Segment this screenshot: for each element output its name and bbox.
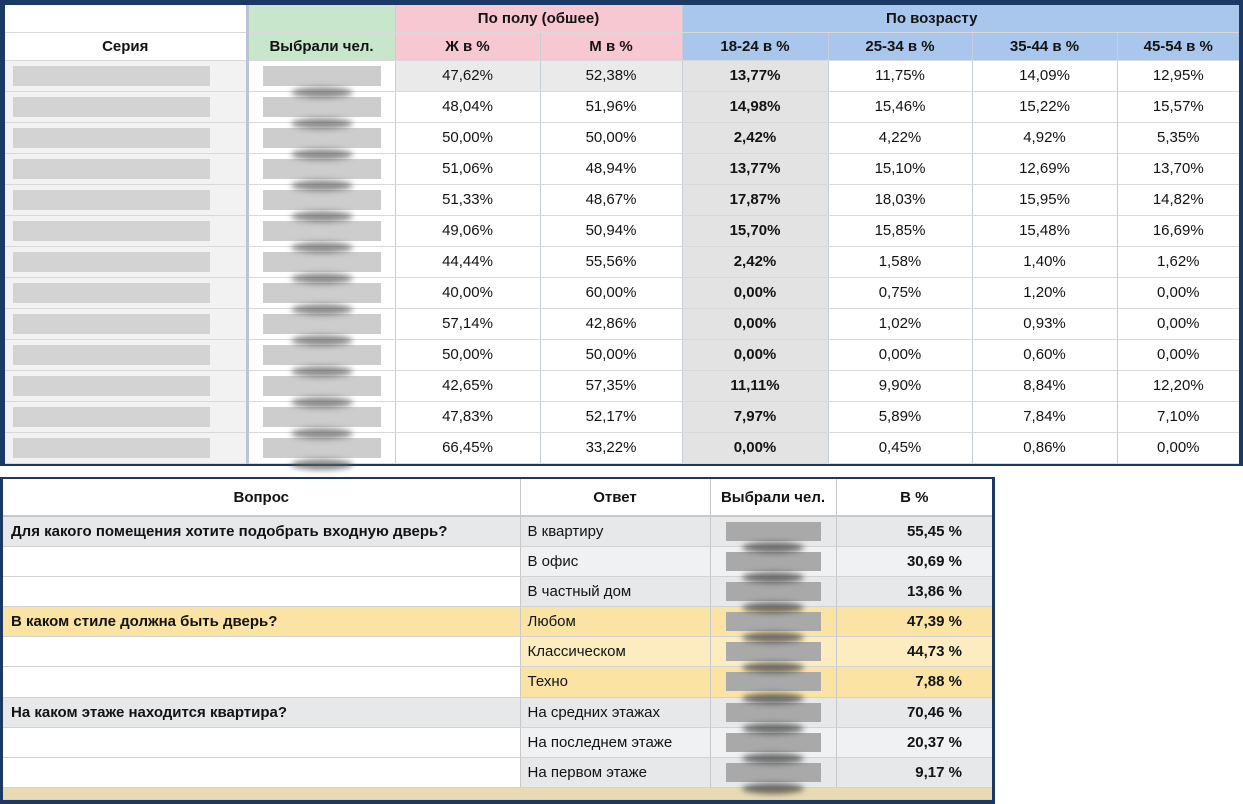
series-row [5,401,1239,432]
redacted-series-bar [13,345,210,365]
redacted-series-wrap [5,185,246,215]
blur-smudge [291,87,353,98]
female-percent-column-header: Ж в % [395,32,540,60]
series-name-cell [5,339,247,370]
column-header-row [5,32,1239,60]
age-25-34-cell: 0,75% [828,277,972,308]
female-percent-cell: 50,00% [395,339,540,370]
blur-smudge [291,149,353,160]
male-percent-cell: 50,94% [540,215,682,246]
redacted-series-bar [13,407,210,427]
age-25-34-cell: 4,22% [828,122,972,153]
question-cell [3,757,520,787]
age-18-24-cell: 0,00% [682,432,828,463]
redacted-series-wrap [5,402,246,432]
series-row [5,246,1239,277]
question-cell [3,546,520,576]
series-row [5,122,1239,153]
empty-green-cell [247,5,395,32]
redacted-count-bar [263,283,381,303]
redacted-count-bar [263,252,381,272]
redacted-series-bar [13,66,210,86]
question-cell: В каком стиле должна быть дверь? [3,607,520,637]
redacted-count-bar [726,552,821,571]
redacted-count-bar [263,314,381,334]
series-row [5,184,1239,215]
series-demographics-table [5,5,1239,464]
male-percent-cell: 33,22% [540,432,682,463]
age-45-54-cell: 5,35% [1117,122,1239,153]
chosen-people-column-header: Выбрали чел. [247,32,395,60]
age-35-44-cell: 1,40% [972,246,1117,277]
age-35-44-cell: 14,09% [972,60,1117,91]
redacted-count-bar [726,703,821,722]
qa-row [3,637,992,667]
male-percent-cell: 42,86% [540,308,682,339]
question-answer-table-frame [0,477,995,804]
redacted-count-bar [263,376,381,396]
female-percent-cell: 50,00% [395,122,540,153]
age-25-34-cell: 11,75% [828,60,972,91]
answer-cell: Техно [520,667,710,697]
series-row [5,277,1239,308]
male-percent-column-header: М в % [540,32,682,60]
redacted-series-bar [13,190,210,210]
percent-cell: 30,69 % [836,546,992,576]
series-name-cell [5,246,247,277]
redacted-series-bar [13,252,210,272]
redacted-count-bar [263,97,381,117]
redacted-count-bar [726,582,821,601]
series-column-header: Серия [5,32,247,60]
question-cell: Для какого помещения хотите подобрать входную дверь? [3,516,520,546]
age-35-44-column-header: 35-44 в % [972,32,1117,60]
series-row [5,91,1239,122]
redacted-series-wrap [5,309,246,339]
age-35-44-cell: 1,20% [972,277,1117,308]
male-percent-cell: 52,17% [540,401,682,432]
female-percent-cell: 51,33% [395,184,540,215]
blur-smudge [291,118,353,129]
age-45-54-cell: 0,00% [1117,277,1239,308]
age-45-54-cell: 14,82% [1117,184,1239,215]
series-name-cell [5,432,247,463]
male-percent-cell: 57,35% [540,370,682,401]
answer-cell: Классическом [520,637,710,667]
qa-row [3,546,992,576]
redacted-series-bar [13,159,210,179]
series-row [5,432,1239,463]
blur-smudge [291,180,353,191]
redacted-series-wrap [5,340,246,370]
age-18-24-column-header: 18-24 в % [682,32,828,60]
blur-smudge [291,366,353,377]
age-35-44-cell: 12,69% [972,153,1117,184]
blur-smudge [291,459,353,470]
female-percent-cell: 48,04% [395,91,540,122]
series-name-cell [5,122,247,153]
qa-row [3,607,992,637]
redacted-series-wrap [5,61,246,91]
qa-row [3,697,992,727]
redacted-count-bar [726,642,821,661]
series-name-cell [5,91,247,122]
series-row [5,339,1239,370]
male-percent-cell: 55,56% [540,246,682,277]
age-45-54-cell: 0,00% [1117,432,1239,463]
answer-cell: В офис [520,546,710,576]
age-25-34-cell: 5,89% [828,401,972,432]
blur-smudge [291,397,353,408]
redacted-count-bar [263,407,381,427]
age-18-24-cell: 7,97% [682,401,828,432]
redacted-series-bar [13,438,210,458]
age-35-44-cell: 4,92% [972,122,1117,153]
qa-row [3,727,992,757]
age-25-34-cell: 0,00% [828,339,972,370]
redacted-count-bar [726,522,821,541]
female-percent-cell: 40,00% [395,277,540,308]
empty-corner-cell [5,5,247,32]
series-row [5,153,1239,184]
age-18-24-cell: 0,00% [682,339,828,370]
redacted-count-bar [726,612,821,631]
blur-smudge [291,273,353,284]
series-name-cell [5,277,247,308]
redacted-series-wrap [5,216,246,246]
series-name-cell [5,153,247,184]
redacted-series-bar [13,314,210,334]
age-18-24-cell: 14,98% [682,91,828,122]
by-age-group-header: По возрасту [682,5,1239,32]
answer-cell: В квартиру [520,516,710,546]
blur-smudge [291,428,353,439]
male-percent-cell: 48,94% [540,153,682,184]
group-header-row [5,5,1239,32]
percent-cell: 55,45 % [836,516,992,546]
series-name-cell [5,184,247,215]
redacted-series-bar [13,128,210,148]
age-25-34-column-header: 25-34 в % [828,32,972,60]
chosen-people-column-header: Выбрали чел. [710,479,836,516]
series-name-cell [5,60,247,91]
age-45-54-column-header: 45-54 в % [1117,32,1239,60]
age-35-44-cell: 15,95% [972,184,1117,215]
age-18-24-cell: 11,11% [682,370,828,401]
series-name-cell [5,401,247,432]
redacted-series-wrap [5,123,246,153]
blur-smudge [742,542,804,553]
male-percent-cell: 51,96% [540,91,682,122]
age-45-54-cell: 1,62% [1117,246,1239,277]
series-name-cell [5,308,247,339]
blur-smudge [742,662,804,673]
question-cell: На каком этаже находится квартира? [3,697,520,727]
age-35-44-cell: 0,93% [972,308,1117,339]
series-row [5,60,1239,91]
age-18-24-cell: 2,42% [682,122,828,153]
qa-row [3,576,992,606]
age-18-24-cell: 13,77% [682,153,828,184]
age-45-54-cell: 12,95% [1117,60,1239,91]
blur-smudge [742,753,804,764]
age-25-34-cell: 9,90% [828,370,972,401]
partial-next-row [3,787,992,799]
percent-cell: 13,86 % [836,576,992,606]
redacted-count-bar [263,128,381,148]
partial-next-row-cell [3,787,992,799]
series-row [5,215,1239,246]
redacted-series-bar [13,97,210,117]
series-name-cell [5,370,247,401]
blur-smudge [742,602,804,613]
question-cell [3,727,520,757]
blur-smudge [742,693,804,704]
percent-cell: 47,39 % [836,607,992,637]
series-row [5,370,1239,401]
answer-cell: На последнем этаже [520,727,710,757]
male-percent-cell: 52,38% [540,60,682,91]
question-cell [3,576,520,606]
redacted-count-bar [263,221,381,241]
age-45-54-cell: 12,20% [1117,370,1239,401]
redacted-count-bar [263,66,381,86]
age-25-34-cell: 1,58% [828,246,972,277]
percent-cell: 44,73 % [836,637,992,667]
female-percent-cell: 66,45% [395,432,540,463]
redacted-series-bar [13,283,210,303]
redacted-series-wrap [5,278,246,308]
age-25-34-cell: 0,45% [828,432,972,463]
redacted-count-bar [263,190,381,210]
blur-smudge [742,783,804,794]
percent-cell: 20,37 % [836,727,992,757]
question-cell [3,667,520,697]
age-35-44-cell: 8,84% [972,370,1117,401]
age-18-24-cell: 0,00% [682,308,828,339]
age-18-24-cell: 2,42% [682,246,828,277]
by-gender-group-header: По полу (обшее) [395,5,682,32]
age-45-54-cell: 0,00% [1117,339,1239,370]
redacted-count-bar [726,733,821,752]
age-45-54-cell: 7,10% [1117,401,1239,432]
question-cell [3,637,520,667]
qa-header-row [3,479,992,516]
male-percent-cell: 60,00% [540,277,682,308]
age-25-34-cell: 15,10% [828,153,972,184]
female-percent-cell: 42,65% [395,370,540,401]
age-45-54-cell: 15,57% [1117,91,1239,122]
chosen-people-cell [710,516,836,546]
redacted-series-wrap [5,154,246,184]
redacted-count-bar [726,672,821,691]
question-column-header: Вопрос [3,479,520,516]
qa-row [3,667,992,697]
redacted-series-wrap [5,247,246,277]
female-percent-cell: 57,14% [395,308,540,339]
age-18-24-cell: 15,70% [682,215,828,246]
percent-cell: 7,88 % [836,667,992,697]
age-25-34-cell: 18,03% [828,184,972,215]
age-18-24-cell: 17,87% [682,184,828,215]
blur-smudge [291,242,353,253]
female-percent-cell: 47,62% [395,60,540,91]
qa-row [3,516,992,546]
female-percent-cell: 47,83% [395,401,540,432]
chosen-people-cell [247,60,395,91]
redacted-count-wrap [249,61,395,91]
age-35-44-cell: 0,60% [972,339,1117,370]
answer-cell: На средних этажах [520,697,710,727]
redacted-count-wrap [711,517,836,546]
percent-column-header: В % [836,479,992,516]
redacted-count-bar [726,763,821,782]
redacted-series-wrap [5,92,246,122]
female-percent-cell: 44,44% [395,246,540,277]
age-25-34-cell: 15,46% [828,91,972,122]
answer-column-header: Ответ [520,479,710,516]
male-percent-cell: 50,00% [540,122,682,153]
redacted-series-bar [13,221,210,241]
answer-cell: На первом этаже [520,757,710,787]
age-25-34-cell: 1,02% [828,308,972,339]
male-percent-cell: 48,67% [540,184,682,215]
answer-cell: В частный дом [520,576,710,606]
age-18-24-cell: 0,00% [682,277,828,308]
blur-smudge [291,211,353,222]
blur-smudge [291,335,353,346]
question-answer-table [3,479,992,800]
answer-cell: Любом [520,607,710,637]
blur-smudge [742,723,804,734]
percent-cell: 9,17 % [836,757,992,787]
blur-smudge [742,632,804,643]
redacted-series-wrap [5,371,246,401]
age-35-44-cell: 0,86% [972,432,1117,463]
redacted-series-bar [13,376,210,396]
redacted-series-wrap [5,433,246,463]
redacted-count-bar [263,159,381,179]
male-percent-cell: 50,00% [540,339,682,370]
age-45-54-cell: 13,70% [1117,153,1239,184]
blur-smudge [291,304,353,315]
age-35-44-cell: 7,84% [972,401,1117,432]
age-45-54-cell: 0,00% [1117,308,1239,339]
series-name-cell [5,215,247,246]
redacted-count-bar [263,345,381,365]
age-45-54-cell: 16,69% [1117,215,1239,246]
female-percent-cell: 49,06% [395,215,540,246]
age-18-24-cell: 13,77% [682,60,828,91]
age-25-34-cell: 15,85% [828,215,972,246]
age-35-44-cell: 15,48% [972,215,1117,246]
age-35-44-cell: 15,22% [972,91,1117,122]
percent-cell: 70,46 % [836,697,992,727]
female-percent-cell: 51,06% [395,153,540,184]
redacted-count-bar [263,438,381,458]
series-row [5,308,1239,339]
blur-smudge [742,572,804,583]
qa-row [3,757,992,787]
